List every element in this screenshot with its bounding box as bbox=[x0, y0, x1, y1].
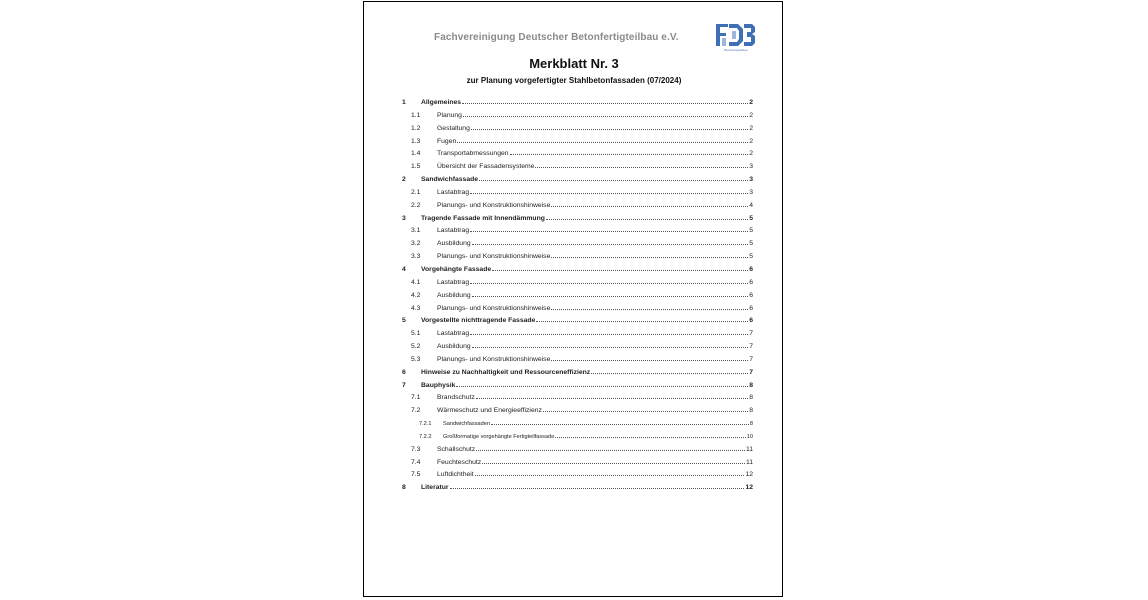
toc-entry-number: 2.1 bbox=[411, 188, 421, 196]
toc-entry-number: 7.5 bbox=[411, 471, 421, 479]
toc-entry-page: 3 bbox=[749, 176, 753, 184]
toc-leader-dots bbox=[470, 278, 748, 284]
toc-entry-number: 7.2 bbox=[411, 407, 421, 415]
toc-entry-number: 7.2.2 bbox=[419, 433, 432, 440]
toc-entry-number: 5.2 bbox=[411, 343, 421, 351]
toc-entry-page: 5 bbox=[749, 240, 753, 248]
toc-entry-number: 8 bbox=[402, 484, 406, 492]
toc-entry-page: 12 bbox=[745, 484, 753, 492]
toc-entry-title: Sandwichfassaden bbox=[443, 421, 490, 428]
organization-name: Fachvereinigung Deutscher Betonfertigteilbau e.V. bbox=[434, 32, 679, 43]
document-subtitle: zur Planung vorgefertigter Stahlbetonfassaden (07/2024) bbox=[466, 76, 682, 85]
toc-entry-page: 6 bbox=[749, 291, 753, 299]
toc-entry-number: 3.2 bbox=[411, 240, 421, 248]
toc-entry-title: Brandschutz bbox=[437, 394, 475, 402]
toc-entry bbox=[402, 406, 753, 419]
toc-entry bbox=[402, 124, 753, 137]
toc-entry-page: 11 bbox=[745, 458, 753, 466]
toc-entry-title: Vorgestellte nichttragende Fassade bbox=[421, 317, 536, 325]
toc-entry-number: 7.1 bbox=[411, 394, 421, 402]
toc-entry-title: Literatur bbox=[421, 484, 449, 492]
toc-entry-number: 1.1 bbox=[411, 111, 421, 119]
document-title: Merkblatt Nr. 3 bbox=[529, 56, 619, 71]
toc-entry-number: 1.4 bbox=[411, 150, 421, 158]
toc-entry-number: 7 bbox=[402, 381, 406, 389]
toc-entry-title: Lastabtrag bbox=[437, 188, 470, 196]
toc-entry bbox=[402, 162, 753, 175]
toc-entry bbox=[402, 188, 753, 201]
toc-entry bbox=[402, 483, 753, 496]
logo-subtext: Betonfertigteilbau bbox=[724, 48, 748, 52]
toc-entry bbox=[402, 214, 753, 227]
toc-entry bbox=[402, 432, 753, 445]
toc-entry-page: 7 bbox=[749, 343, 753, 351]
toc-leader-dots bbox=[472, 342, 749, 348]
toc-entry-title: Luftdichtheit bbox=[437, 471, 474, 479]
toc-leader-dots bbox=[479, 175, 748, 181]
toc-entry-title: Sandwichfassade bbox=[421, 176, 479, 184]
toc-entry bbox=[402, 342, 753, 355]
toc-entry-page: 12 bbox=[745, 471, 753, 479]
toc-entry-number: 4.2 bbox=[411, 291, 421, 299]
toc-entry bbox=[402, 419, 753, 432]
toc-entry bbox=[402, 470, 753, 483]
toc-entry bbox=[402, 393, 753, 406]
toc-entry-title: Transportabmessungen bbox=[437, 150, 509, 158]
toc-leader-dots bbox=[470, 226, 748, 232]
toc-entry-number: 2.2 bbox=[411, 201, 421, 209]
toc-entry-page: 8 bbox=[749, 421, 753, 428]
toc-entry-number: 7.2.1 bbox=[419, 421, 432, 428]
toc-entry bbox=[402, 149, 753, 162]
toc-leader-dots bbox=[475, 470, 745, 476]
toc-entry bbox=[402, 445, 753, 458]
toc-leader-dots bbox=[482, 458, 745, 464]
toc-entry-number: 5.1 bbox=[411, 330, 421, 338]
toc-entry-page: 2 bbox=[749, 124, 753, 132]
toc-entry-title: Feuchteschutz bbox=[437, 458, 482, 466]
toc-leader-dots bbox=[471, 124, 748, 130]
toc-entry-page: 8 bbox=[749, 394, 753, 402]
toc-leader-dots bbox=[591, 368, 748, 374]
toc-entry bbox=[402, 329, 753, 342]
toc-leader-dots bbox=[476, 445, 745, 451]
toc-entry bbox=[402, 226, 753, 239]
toc-leader-dots bbox=[463, 111, 748, 117]
toc-entry-title: Vorgehängte Fassade bbox=[421, 265, 492, 273]
toc-entry bbox=[402, 137, 753, 150]
toc-entry bbox=[402, 98, 753, 111]
toc-leader-dots bbox=[536, 316, 748, 322]
toc-entry bbox=[402, 265, 753, 278]
toc-entry-page: 5 bbox=[749, 253, 753, 261]
table-of-contents bbox=[402, 98, 753, 496]
toc-entry-title: Ausbildung bbox=[437, 291, 471, 299]
toc-entry-page: 5 bbox=[749, 227, 753, 235]
toc-entry bbox=[402, 201, 753, 214]
toc-entry-title: Gestaltung bbox=[437, 124, 470, 132]
toc-entry-page: 7 bbox=[749, 368, 753, 376]
toc-entry bbox=[402, 239, 753, 252]
toc-entry-number: 1.2 bbox=[411, 124, 421, 132]
toc-entry-number: 1 bbox=[402, 99, 406, 106]
toc-entry bbox=[402, 316, 753, 329]
toc-entry bbox=[402, 304, 753, 317]
toc-entry-page: 8 bbox=[749, 407, 753, 415]
toc-entry-number: 7.3 bbox=[411, 445, 421, 453]
toc-entry bbox=[402, 355, 753, 368]
toc-leader-dots bbox=[555, 432, 745, 438]
toc-entry-title: Tragende Fassade mit Innendämmung bbox=[421, 214, 545, 222]
toc-entry-page: 6 bbox=[749, 278, 753, 286]
toc-entry-number: 4.3 bbox=[411, 304, 421, 312]
toc-entry bbox=[402, 175, 753, 188]
toc-leader-dots bbox=[551, 201, 748, 207]
toc-entry-title: Ausbildung bbox=[437, 343, 471, 351]
toc-entry-number: 4 bbox=[402, 265, 406, 273]
toc-entry-page: 7 bbox=[749, 355, 753, 363]
toc-entry-page: 2 bbox=[749, 137, 753, 145]
toc-entry-title: Planungs- und Konstruktionshinweise bbox=[437, 201, 551, 209]
toc-entry-page: 6 bbox=[749, 304, 753, 312]
toc-entry bbox=[402, 111, 753, 124]
toc-leader-dots bbox=[492, 265, 748, 271]
toc-leader-dots bbox=[491, 419, 749, 425]
toc-entry-title: Ausbildung bbox=[437, 240, 471, 248]
toc-leader-dots bbox=[470, 329, 748, 335]
toc-entry-page: 3 bbox=[749, 188, 753, 196]
toc-entry-number: 3 bbox=[402, 214, 406, 222]
toc-entry bbox=[402, 381, 753, 394]
toc-entry-title: Schallschutz bbox=[437, 445, 476, 453]
toc-entry-title: Planungs- und Konstruktionshinweise bbox=[437, 355, 551, 363]
toc-leader-dots bbox=[535, 162, 748, 168]
toc-leader-dots bbox=[457, 137, 748, 143]
toc-leader-dots bbox=[551, 252, 748, 258]
toc-leader-dots bbox=[551, 355, 748, 361]
toc-entry-number: 1.3 bbox=[411, 137, 421, 145]
toc-entry-number: 1.5 bbox=[411, 163, 421, 171]
toc-entry-page: 3 bbox=[749, 163, 753, 171]
toc-leader-dots bbox=[456, 381, 748, 387]
toc-entry-number: 2 bbox=[402, 176, 406, 184]
toc-entry-page: 5 bbox=[749, 214, 753, 222]
toc-entry-number: 3.3 bbox=[411, 253, 421, 261]
toc-entry-title: Planung bbox=[437, 111, 462, 119]
toc-entry-title: Übersicht der Fassadensysteme bbox=[437, 163, 535, 171]
toc-entry-number: 4.1 bbox=[411, 278, 421, 286]
toc-leader-dots bbox=[450, 483, 745, 489]
toc-entry-title: Lastabtrag bbox=[437, 227, 470, 235]
toc-entry-page: 4 bbox=[749, 201, 753, 209]
toc-entry-page: 2 bbox=[749, 99, 753, 106]
toc-entry-title: Lastabtrag bbox=[437, 330, 470, 338]
toc-entry bbox=[402, 458, 753, 471]
toc-entry-number: 7.4 bbox=[411, 458, 421, 466]
toc-leader-dots bbox=[472, 291, 749, 297]
toc-entry-title: Planungs- und Konstruktionshinweise bbox=[437, 304, 551, 312]
document-page bbox=[363, 1, 783, 597]
toc-entry-number: 5 bbox=[402, 317, 406, 325]
toc-entry-title: Lastabtrag bbox=[437, 278, 470, 286]
toc-entry-title: Hinweise zu Nachhaltigkeit und Ressourceneffizienz bbox=[421, 368, 591, 376]
toc-entry-title: Allgemeines bbox=[421, 99, 462, 106]
toc-entry-title: Bauphysik bbox=[421, 381, 456, 389]
toc-entry-number: 5.3 bbox=[411, 355, 421, 363]
toc-leader-dots bbox=[546, 214, 748, 220]
toc-entry-number: 6 bbox=[402, 368, 406, 376]
toc-entry-title: Wärmeschutz und Energieeffizienz bbox=[437, 407, 542, 415]
toc-entry-title: Großformatige vorgehängte Fertigteilfassade bbox=[443, 433, 555, 440]
toc-entry-number: 3.1 bbox=[411, 227, 421, 235]
toc-entry-page: 6 bbox=[749, 317, 753, 325]
toc-leader-dots bbox=[510, 149, 749, 155]
toc-entry bbox=[402, 278, 753, 291]
toc-entry-page: 2 bbox=[749, 111, 753, 119]
toc-entry-page: 6 bbox=[749, 265, 753, 273]
toc-entry-page: 2 bbox=[749, 150, 753, 158]
toc-leader-dots bbox=[472, 239, 749, 245]
toc-entry-page: 11 bbox=[745, 445, 753, 453]
toc-entry-title: Planungs- und Konstruktionshinweise bbox=[437, 253, 551, 261]
toc-leader-dots bbox=[543, 406, 748, 412]
toc-leader-dots bbox=[470, 188, 748, 194]
toc-entry bbox=[402, 252, 753, 265]
toc-entry bbox=[402, 291, 753, 304]
toc-entry-page: 7 bbox=[749, 330, 753, 338]
toc-leader-dots bbox=[551, 304, 748, 310]
toc-entry bbox=[402, 368, 753, 381]
toc-entry-page: 10 bbox=[746, 433, 753, 440]
toc-leader-dots bbox=[462, 98, 748, 104]
toc-entry-page: 8 bbox=[749, 381, 753, 389]
toc-entry-title: Fugen bbox=[437, 137, 457, 145]
toc-leader-dots bbox=[476, 393, 748, 399]
